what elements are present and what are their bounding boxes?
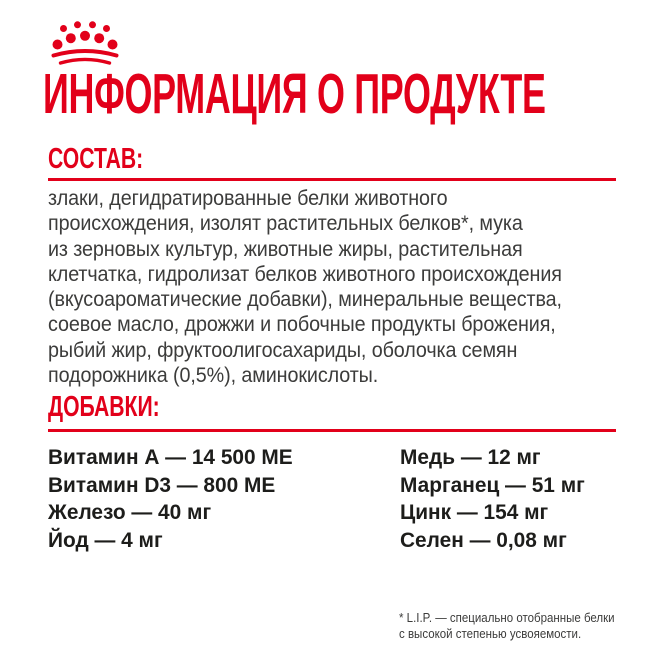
composition-heading: СОСТАВ:	[48, 143, 144, 175]
additives-column-1	[48, 444, 293, 554]
composition-line: подорожника (0,5%), аминокислоты.	[48, 364, 379, 388]
footnote-line: * L.I.P. — специально отобранные белки	[399, 611, 615, 625]
additive-item: Марганец — 51 мг	[400, 472, 585, 497]
composition-line: из зерновых культур, животные жиры, растительная	[48, 237, 523, 261]
composition-line: соевое масло, дрожжи и побочные продукты брожения,	[48, 313, 556, 337]
composition-line: происхождения, изолят растительных белков*, мука	[48, 212, 523, 236]
additive-item: Йод — 4 мг	[48, 527, 163, 552]
royal-canin-crown-icon	[50, 20, 120, 65]
composition-line: клетчатка, гидролизат белков животного происхождения	[48, 262, 562, 286]
footnote-line: с высокой степенью усвояемости.	[399, 626, 582, 641]
additive-item: Селен — 0,08 мг	[400, 527, 567, 552]
additive-item: Медь — 12 мг	[400, 445, 541, 469]
composition-line: злаки, дегидратированные белки животного	[48, 187, 448, 210]
additives-underline	[48, 429, 616, 432]
composition-line: (вкусоароматические добавки), минеральные вещества,	[48, 288, 562, 312]
additives-heading: ДОБАВКИ:	[48, 391, 160, 423]
composition-text	[48, 186, 562, 388]
composition-line: рыбий жир, фруктоолигосахариды, оболочка семян	[48, 338, 518, 362]
page-title: ИНФОРМАЦИЯ О ПРОДУКТЕ	[43, 62, 546, 126]
additive-item: Витамин D3 — 800 МЕ	[48, 472, 276, 497]
additive-item: Витамин А — 14 500 МЕ	[48, 445, 293, 469]
additives-column-2	[400, 444, 585, 554]
additive-item: Железо — 40 мг	[48, 500, 212, 524]
lip-footnote	[399, 611, 615, 642]
additive-item: Цинк — 154 мг	[400, 500, 549, 524]
composition-underline	[48, 178, 616, 181]
